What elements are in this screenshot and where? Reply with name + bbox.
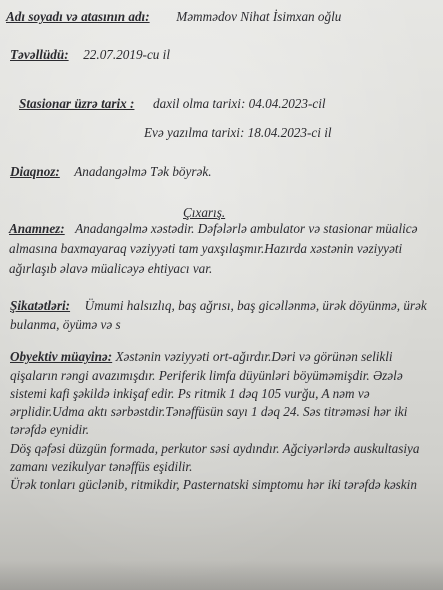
- page-bottom-shadow: [0, 560, 443, 590]
- objective-text-4: ərplidir.Udma aktı sərbəstdir.Tənəffüsün sayı 1 dəq 24. Səs titrəməsi hər iki: [10, 404, 408, 419]
- complaints-label: Şikatətləri:: [10, 298, 71, 313]
- objective-text-1: Xəstənin vəziyyəti ort-ağırdır.Dəri və görünən selikli: [115, 349, 393, 364]
- anamnesis-text-3: ağırlaşıb əlavə müalicəyə ehtiyacı var.: [9, 261, 213, 276]
- anamnesis-text-2: almasına baxmayaraq vəziyyəti tam yaxşılaşmır.Hazırda xəstənin vəziyyəti: [9, 241, 403, 256]
- complaints-text-1: Ümumi halsızlıq, baş ağrısı, baş gicəllənmə, ürək döyünmə, ürək: [84, 298, 427, 313]
- discharge-date: Evə yazılma tarixi: 18.04.2023-ci il: [144, 125, 332, 140]
- objective-line-1: [10, 349, 393, 365]
- name-label: Adı soyadı və atasının adı:: [6, 9, 150, 24]
- objective-text-5: tərəfdə eynidir.: [10, 422, 90, 437]
- complaints-text-2: bulanma, öyümə və s: [10, 317, 121, 332]
- anamnesis-text-1: Anadangəlmə xəstədir. Dəfələrlə ambulator və stasionar müalicə: [75, 221, 418, 236]
- complaints-line-1: [10, 298, 427, 314]
- objective-label: Obyektiv müayinə:: [10, 349, 113, 364]
- diagnosis-value: Anadangəlmə Tək böyrək.: [74, 164, 212, 179]
- name-value: Məmmədov Nihat İsimxan oğlu: [176, 9, 342, 24]
- objective-text-8: Ürək tonları güclənib, ritmikdir, Pasternatski simptomu hər iki tərəfdə kəskin: [10, 477, 417, 492]
- name-row: [6, 9, 341, 25]
- objective-text-2: qişaların rəngi avazımışdır. Periferik limfa düyünləri böyüməmişdir. Əzələ: [10, 368, 403, 383]
- objective-text-6: Döş qəfəsi düzgün formada, perkutor səsi aydındır. Ağciyərlərdə auskultasiya: [10, 441, 420, 456]
- birth-value: 22.07.2019-cu il: [83, 47, 171, 62]
- hospital-label: Stasionar üzrə tarix :: [19, 96, 135, 111]
- objective-text-7: zamanı vezikulyar tənəffüs eşidilir.: [10, 459, 193, 474]
- anamnesis-label: Anamnez:: [9, 221, 65, 236]
- birth-label: Təvəllüdü:: [10, 47, 69, 62]
- extract-title: Çıxarış.: [183, 205, 226, 220]
- hospital-row: [19, 96, 326, 112]
- diagnosis-label: Diaqnoz:: [10, 164, 60, 179]
- admission-date: daxil olma tarixi: 04.04.2023-cil: [153, 96, 326, 111]
- diagnosis-row: [10, 164, 212, 180]
- anamnesis-line-1: [9, 221, 418, 237]
- objective-text-3: sistemi kafi şəkildə inkişaf edir. Ps ritmik 1 dəq 105 vurğu, A nəm və: [10, 386, 370, 401]
- birth-row: [10, 47, 170, 63]
